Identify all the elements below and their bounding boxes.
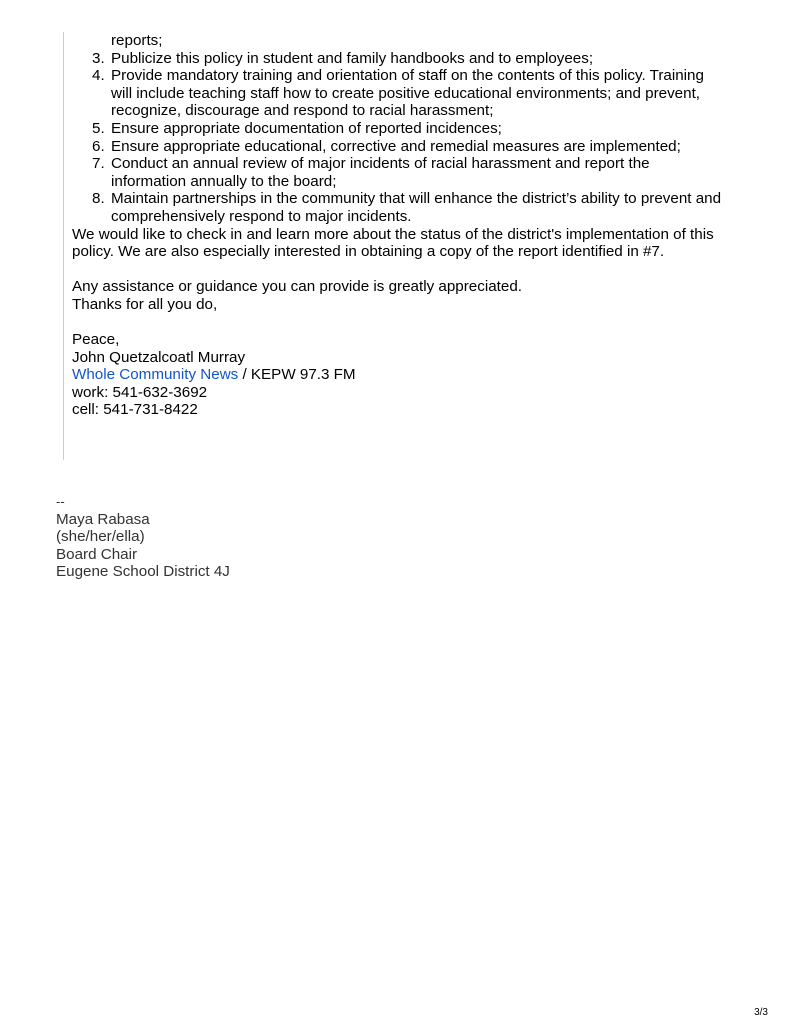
quoted-message <box>63 32 764 460</box>
signature-pronouns: (she/her/ella) <box>56 528 145 546</box>
list-item-text: comprehensively respond to major incidents. <box>111 207 412 225</box>
email-signature <box>56 493 230 581</box>
list-item-continuation: reports; <box>111 32 163 49</box>
list-item-number: 8. <box>92 190 105 208</box>
list-item-text: Maintain partnerships in the community that will enhance the district’s ability to prevent and <box>111 190 722 208</box>
organization-suffix: / KEPW 97.3 FM <box>238 366 356 384</box>
list-item-number: 3. <box>92 49 105 67</box>
organization-link[interactable]: Whole Community News <box>72 366 239 384</box>
thanks-line: Thanks for all you do, <box>72 295 218 313</box>
list-item-text: will include teaching staff how to create positive educational environments; and prevent, <box>111 84 701 102</box>
list-item <box>72 155 762 190</box>
list-item <box>72 190 762 225</box>
list-item-number: 4. <box>92 67 105 85</box>
list-item-text: information annually to the board; <box>111 172 337 190</box>
list-item-text: Ensure appropriate educational, corrective and remedial measures are implemented; <box>111 137 681 155</box>
list-item-number: 6. <box>92 137 105 155</box>
work-phone: work: 541-632-3692 <box>72 383 208 401</box>
quoted-message-body <box>72 32 762 419</box>
list-item <box>72 67 762 120</box>
list-item-text: Provide mandatory training and orientation of staff on the contents of this policy. Training <box>111 67 704 85</box>
signature-separator: -- <box>56 494 65 509</box>
list-item <box>72 120 762 138</box>
signature-name: Maya Rabasa <box>56 510 150 528</box>
paragraph-line: policy. We are also especially interested in obtaining a copy of the report identified in #7. <box>72 243 665 261</box>
spacer <box>72 261 762 279</box>
list-item <box>72 50 762 68</box>
paragraph-line: We would like to check in and learn more about the status of the district's implementation of this <box>72 225 714 243</box>
list-item-text: Ensure appropriate documentation of reported incidences; <box>111 119 502 137</box>
list-item-text: Conduct an annual review of major incidents of racial harassment and report the <box>111 155 650 173</box>
assistance-line: Any assistance or guidance you can provide is greatly appreciated. <box>72 278 522 296</box>
list-item-text: Publicize this policy in student and family handbooks and to employees; <box>111 49 594 67</box>
signature-title: Board Chair <box>56 545 138 563</box>
list-item-number: 5. <box>92 119 105 137</box>
closing-line: Peace, <box>72 331 120 349</box>
spacer <box>72 314 762 332</box>
list-item <box>72 138 762 156</box>
cell-phone: cell: 541-731-8422 <box>72 401 198 419</box>
status-inquiry-paragraph <box>72 226 762 261</box>
sender-name: John Quetzalcoatl Murray <box>72 348 246 366</box>
list-item-text: recognize, discourage and respond to racial harassment; <box>111 102 494 120</box>
sender-organization <box>72 366 762 384</box>
page-number: 3/3 <box>754 1007 768 1018</box>
signature-organization: Eugene School District 4J <box>56 563 230 581</box>
list-item-number: 7. <box>92 155 105 173</box>
